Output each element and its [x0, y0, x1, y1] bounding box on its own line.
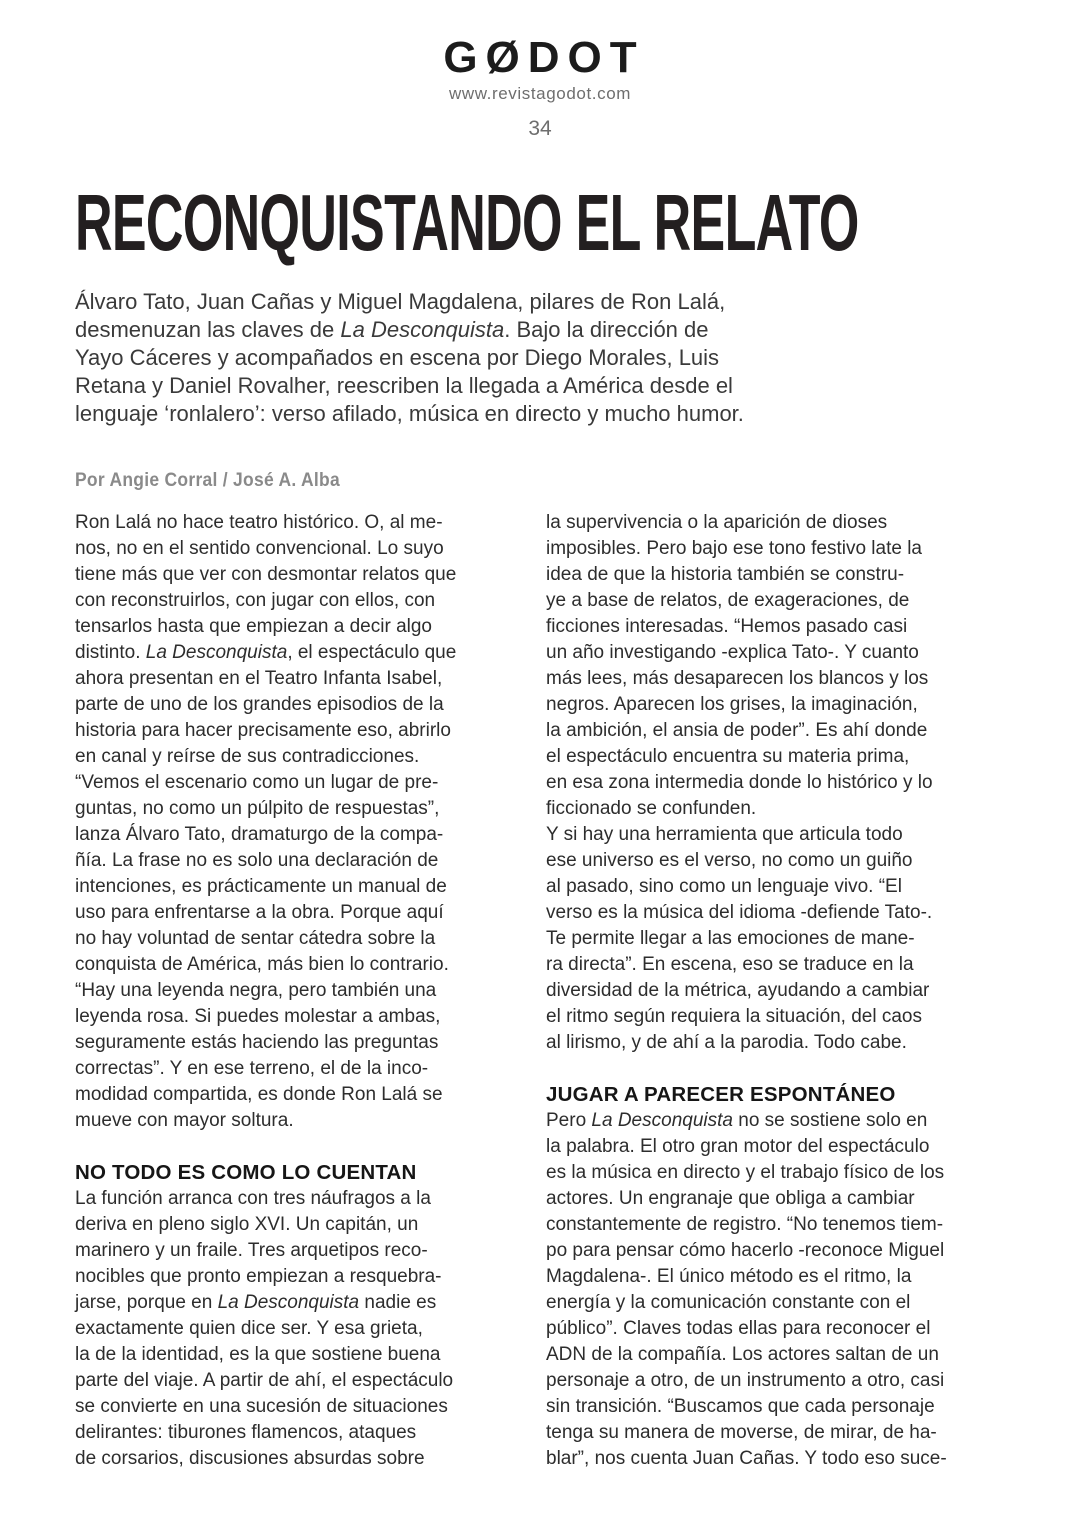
text-line: La función arranca con tres náufragos a la: [75, 1188, 431, 1209]
article-paragraph: [546, 1108, 985, 1472]
article-paragraph: [75, 510, 514, 1134]
text-line: lanza Álvaro Tato, dramaturgo de la compa-: [75, 824, 444, 845]
standfirst-line: Retana y Daniel Rovalher, reescriben la llegada a América desde el: [75, 373, 733, 398]
text-line: verso es la música del idioma -defiende Tato-.: [546, 902, 933, 923]
italic-title: La Desconquista: [145, 642, 288, 663]
article-title: RECONQUISTANDO EL RELATO: [75, 178, 859, 267]
text-line: negros. Aparecen los grises, la imaginación,: [546, 694, 918, 715]
text-line: imposibles. Pero bajo ese tono festivo late la: [546, 538, 922, 559]
text-line: modidad compartida, es donde Ron Lalá se: [75, 1084, 443, 1105]
text-line: blar”, nos cuenta Juan Cañas. Y todo eso suce-: [546, 1448, 947, 1469]
text-line: al lirismo, y de ahí a la parodia. Todo cabe.: [546, 1032, 907, 1053]
text-line: ficciones interesadas. “Hemos pasado casi: [546, 616, 908, 637]
italic-title: La Desconquista: [340, 317, 505, 342]
section-heading: JUGAR A PARECER ESPONTÁNEO: [546, 1083, 896, 1106]
text-line: deriva en pleno siglo XVI. Un capitán, un: [75, 1214, 419, 1235]
text-line: mueve con mayor soltura.: [75, 1110, 294, 1131]
text-line: jarse, porque en La Desconquista nadie es: [75, 1292, 437, 1313]
text-line: el espectáculo encuentra su materia prima,: [546, 746, 910, 767]
text-line: diversidad de la métrica, ayudando a cambiar: [546, 980, 930, 1001]
text-line: leyenda rosa. Si puedes molestar a ambas,: [75, 1006, 441, 1027]
text-line: exactamente quien dice ser. Y esa grieta,: [75, 1318, 423, 1339]
text-line: ahora presentan en el Teatro Infanta Isabel,: [75, 668, 443, 689]
text-line: conquista de América, más bien lo contrario.: [75, 954, 449, 975]
text-line: uso para enfrentarse a la obra. Porque aquí: [75, 902, 444, 923]
text-line: en esa zona intermedia donde lo histórico y lo: [546, 772, 933, 793]
text-line: energía y la comunicación constante con el: [546, 1292, 911, 1313]
text-line: parte del viaje. A partir de ahí, el espectáculo: [75, 1370, 454, 1391]
text-line: Ron Lalá no hace teatro histórico. O, al me-: [75, 512, 443, 533]
text-line: actores. Un engranaje que obliga a cambiar: [546, 1188, 915, 1209]
text-line: sin transición. “Buscamos que cada personaje: [546, 1396, 935, 1417]
text-line: la supervivencia o la aparición de dioses: [546, 512, 888, 533]
text-line: ye a base de relatos, de exageraciones, de: [546, 590, 910, 611]
text-line: tiene más que ver con desmontar relatos que: [75, 564, 457, 585]
text-line: constantemente de registro. “No tenemos tiem-: [546, 1214, 944, 1235]
text-line: historia para hacer precisamente eso, abrirlo: [75, 720, 451, 741]
byline: Por Angie Corral / José A. Alba: [75, 470, 340, 491]
italic-title: La Desconquista: [217, 1292, 360, 1313]
text-line: seguramente estás haciendo las preguntas: [75, 1032, 439, 1053]
text-line: guntas, no como un púlpito de respuestas”,: [75, 798, 440, 819]
text-line: idea de que la historia también se constru-: [546, 564, 905, 585]
italic-title: La Desconquista: [591, 1110, 733, 1131]
article-columns: [75, 510, 985, 1472]
text-line: ADN de la compañía. Los actores saltan de un: [546, 1344, 939, 1365]
text-line: delirantes: tiburones flamencos, ataques: [75, 1422, 417, 1443]
text-line: “Hay una leyenda negra, pero también una: [75, 980, 437, 1001]
text-line: marinero y un fraile. Tres arquetipos reco-: [75, 1240, 428, 1261]
text-line: nos, no en el sentido convencional. Lo suyo: [75, 538, 444, 559]
text-line: personaje a otro, de un instrumento a otro, casi: [546, 1370, 945, 1391]
text-line: parte de uno de los grandes episodios de la: [75, 694, 444, 715]
text-line: po para pensar cómo hacerlo -reconoce Miguel: [546, 1240, 945, 1261]
text-line: Pero La Desconquista no se sostiene solo en: [546, 1110, 928, 1131]
text-line: “Vemos el escenario como un lugar de pre-: [75, 772, 439, 793]
standfirst-line: lenguaje ‘ronlalero’: verso afilado, música en directo y mucho humor.: [75, 401, 744, 426]
text-line: nocibles que pronto empiezan a resquebra-: [75, 1266, 442, 1287]
text-line: es la música en directo y el trabajo físico de los: [546, 1162, 945, 1183]
text-line: un año investigando -explica Tato-. Y cuanto: [546, 642, 919, 663]
text-line: Magdalena-. El único método es el ritmo, la: [546, 1266, 912, 1287]
text-line: la palabra. El otro gran motor del espectáculo: [546, 1136, 930, 1157]
text-line: más lees, más desaparecen los blancos y los: [546, 668, 929, 689]
masthead: [0, 34, 1080, 141]
column-right: [546, 510, 985, 1472]
article-paragraph: [75, 1186, 514, 1472]
text-line: ra directa”. En escena, eso se traduce en la: [546, 954, 914, 975]
text-line: público”. Claves todas ellas para reconocer el: [546, 1318, 931, 1339]
text-line: la de la identidad, es la que sostiene buena: [75, 1344, 441, 1365]
text-line: tensarlos hasta que empiezan a decir algo: [75, 616, 433, 637]
text-line: la ambición, el ansia de poder”. Es ahí donde: [546, 720, 928, 741]
text-line: correctas”. Y en ese terreno, el de la inco-: [75, 1058, 429, 1079]
magazine-url: www.revistagodot.com: [448, 84, 632, 104]
text-line: Te permite llegar a las emociones de mane-: [546, 928, 915, 949]
text-line: ficcionado se confunden.: [546, 798, 757, 819]
text-line: ñía. La frase no es solo una declaración de: [75, 850, 439, 871]
text-line: con reconstruirlos, con jugar con ellos, con: [75, 590, 436, 611]
text-line: tenga su manera de moverse, de mirar, de ha-: [546, 1422, 937, 1443]
standfirst-line: desmenuzan las claves de La Desconquista. Bajo la dirección de: [75, 317, 709, 342]
text-line: distinto. La Desconquista, el espectáculo que: [75, 642, 457, 663]
text-line: intenciones, es prácticamente un manual de: [75, 876, 447, 897]
text-line: Y si hay una herramienta que articula todo: [546, 824, 903, 845]
page-number: 34: [528, 117, 552, 141]
standfirst-line: Yayo Cáceres y acompañados en escena por Diego Morales, Luis: [75, 345, 720, 370]
standfirst-line: Álvaro Tato, Juan Cañas y Miguel Magdalena, pilares de Ron Lalá,: [75, 289, 726, 314]
magazine-logo: GØDOT: [443, 33, 645, 82]
text-line: el ritmo según requiera la situación, del caos: [546, 1006, 922, 1027]
standfirst: [75, 288, 985, 428]
article-paragraph: [546, 510, 985, 1056]
article: [75, 178, 985, 1472]
text-line: no hay voluntad de sentar cátedra sobre la: [75, 928, 436, 949]
text-line: en canal y reírse de sus contradicciones.: [75, 746, 420, 767]
text-line: de corsarios, discusiones absurdas sobre: [75, 1448, 425, 1469]
text-line: al pasado, sino como un lenguaje vivo. “El: [546, 876, 902, 897]
column-left: [75, 510, 514, 1472]
text-line: ese universo es el verso, no como un guiño: [546, 850, 913, 871]
text-line: se convierte en una sucesión de situaciones: [75, 1396, 448, 1417]
section-heading: NO TODO ES COMO LO CUENTAN: [75, 1161, 417, 1184]
